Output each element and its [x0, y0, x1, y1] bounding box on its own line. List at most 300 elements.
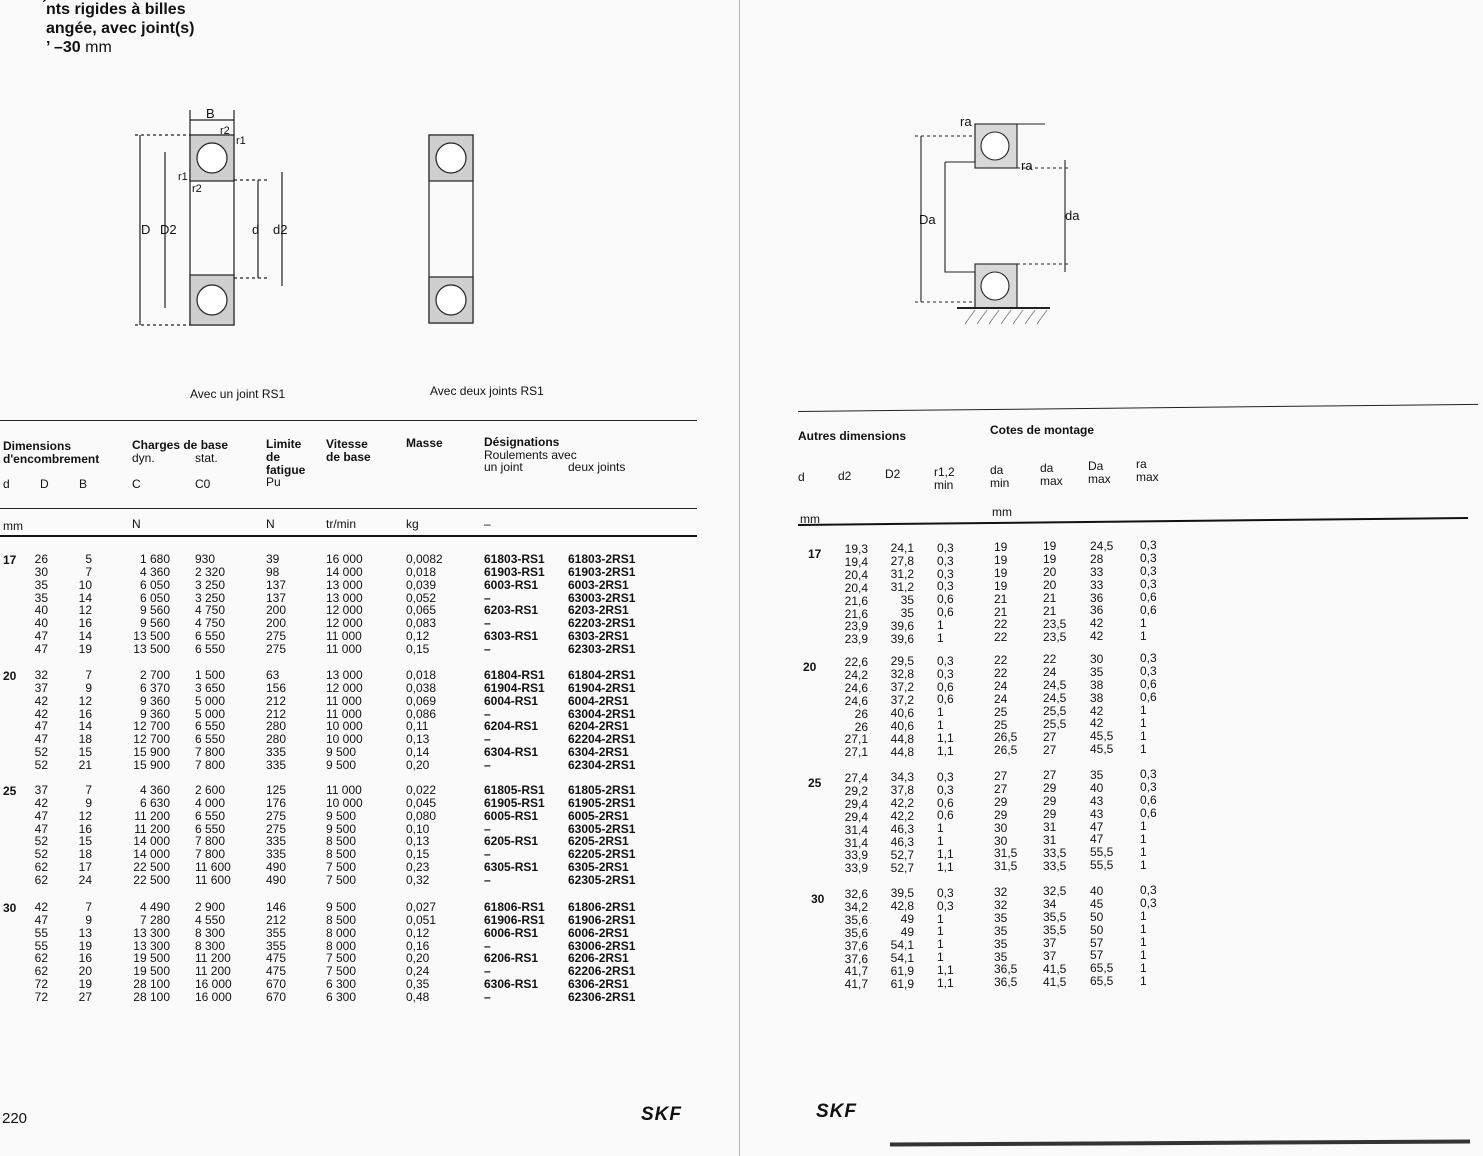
right-cell-da-min: 31,5: [994, 859, 1018, 874]
right-cell-Da-max: 57: [1090, 935, 1104, 950]
cell-Pu: 280: [266, 732, 287, 747]
right-cell-d2: 20,4: [844, 567, 868, 582]
hdr-r-d: d: [798, 470, 805, 484]
right-cell-Da-max: 28: [1090, 551, 1104, 566]
right-cell-da-max: 37: [1043, 936, 1057, 951]
cell-designation-un-joint: –: [484, 872, 491, 887]
cell-masse: 0,13: [406, 732, 430, 747]
right-cell-d2: 31,4: [844, 835, 868, 850]
cell-C0: 2 600: [195, 783, 226, 797]
cell-masse: 0,12: [406, 925, 430, 940]
cell-designation-un-joint: 6003-RS1: [484, 577, 539, 592]
right-cell-ra-max: 1: [1140, 934, 1147, 949]
right-cell-d2: 24,2: [844, 667, 868, 682]
cell-C0: 5 000: [195, 693, 226, 708]
cell-C: 28 100: [133, 977, 170, 992]
right-cell-Da-max: 40: [1090, 883, 1104, 898]
page-fold: [739, 0, 740, 1156]
label-ra-mid: ra: [1021, 158, 1033, 173]
cell-vitesse: 9 500: [326, 757, 357, 772]
right-cell-d2: 31,4: [844, 822, 868, 837]
label-da: da: [1065, 208, 1080, 223]
label-r2-mid: r2: [192, 183, 202, 195]
group-d-label: 25: [3, 784, 17, 798]
right-cell-da-min: 27: [994, 769, 1008, 784]
right-cell-D2: 24,1: [890, 541, 914, 556]
cell-designation-un-joint: 6205-RS1: [484, 834, 539, 849]
right-cell-d2: 33,9: [844, 861, 868, 876]
right-cell-da-min: 29: [994, 807, 1008, 822]
label-r1-mid: r1: [178, 171, 188, 183]
right-cell-ra-max: 1: [1140, 947, 1147, 962]
right-cell-d2: 21,6: [844, 606, 868, 621]
cell-D: 52: [34, 834, 48, 849]
right-cell-d2: 27,4: [844, 771, 868, 785]
right-cell-ra-max: 0,6: [1140, 690, 1157, 704]
cell-C0: 5 000: [195, 706, 226, 721]
caption-double-seal: Avec deux joints RS1: [430, 384, 544, 398]
right-cell-D2: 49: [900, 912, 914, 927]
right-cell-da-max: 24,5: [1043, 691, 1067, 706]
cell-masse: 0,15: [406, 641, 430, 656]
cell-C0: 6 550: [195, 629, 226, 644]
right-cell-Da-max: 40: [1090, 780, 1104, 795]
right-cell-r12-min: 1: [937, 834, 944, 849]
cell-designation-un-joint: –: [484, 757, 491, 772]
cell-C0: 7 800: [195, 834, 226, 849]
right-cell-d2: 37,6: [844, 951, 868, 966]
cell-C: 1 680: [139, 552, 170, 566]
right-cell-da-min: 21: [994, 604, 1008, 619]
title-line-3: [46, 38, 195, 57]
right-cell-D2: 42,8: [890, 899, 914, 914]
right-cell-ra-max: 1: [1140, 615, 1147, 630]
right-cell-r12-min: 1: [937, 631, 944, 646]
title-line-1: ́nts rigides à billes: [46, 1, 186, 18]
right-cell-r12-min: 0,3: [937, 566, 954, 581]
cell-C0: 7 800: [195, 847, 226, 862]
right-cell-d2: 19,4: [844, 554, 868, 569]
right-cell-da-min: 35: [994, 949, 1008, 964]
right-cell-ra-max: 0,6: [1140, 589, 1157, 604]
cell-D: 42: [34, 706, 48, 721]
cell-designation-deux-joints: 61805-2RS1: [568, 783, 636, 797]
left-table-units-rule: [0, 535, 697, 537]
cell-B: 7: [85, 783, 92, 797]
unit-dash: –: [484, 517, 491, 531]
cell-C0: 8 300: [195, 938, 226, 953]
cell-Pu: 275: [266, 629, 287, 644]
right-cell-D2: 46,3: [890, 822, 914, 837]
right-cell-r12-min: 1: [937, 821, 944, 836]
right-cell-da-max: 34: [1043, 897, 1057, 912]
cell-designation-deux-joints: 61904-2RS1: [568, 680, 636, 695]
right-cell-da-max: 22: [1043, 652, 1057, 667]
right-cell-D2: 37,2: [890, 680, 914, 695]
cell-B: 7: [85, 900, 92, 914]
cell-designation-un-joint: 6203-RS1: [484, 603, 539, 618]
cell-B: 20: [78, 964, 92, 979]
right-cell-Da-max: 50: [1090, 909, 1104, 924]
cell-C0: 4 750: [195, 603, 226, 618]
cell-designation-deux-joints: 62204-2RS1: [568, 732, 636, 747]
right-cell-r12-min: 0,3: [937, 898, 954, 913]
cell-B: 14: [78, 719, 92, 734]
bearing-drawing-double-seal: [425, 132, 485, 332]
cell-designation-un-joint: 6005-RS1: [484, 808, 539, 823]
right-cell-da-min: 19: [994, 552, 1008, 567]
group-d-label: 30: [3, 901, 17, 915]
cell-Pu: 98: [266, 564, 280, 579]
right-cell-Da-max: 55,5: [1090, 845, 1114, 860]
right-cell-da-min: 31,5: [994, 846, 1018, 861]
cell-C: 9 560: [139, 616, 170, 631]
cell-vitesse: 12 000: [326, 603, 363, 618]
cell-masse: 0,35: [406, 977, 430, 992]
cell-vitesse: 9 500: [326, 821, 357, 836]
cell-C0: 4 000: [195, 795, 226, 810]
right-cell-da-max: 20: [1043, 578, 1057, 593]
right-cell-D2: 54,1: [890, 938, 914, 953]
hdr-r-da-max: da max: [1040, 461, 1063, 488]
cell-vitesse: 14 000: [326, 564, 363, 579]
right-cell-da-min: 22: [994, 630, 1008, 645]
right-cell-Da-max: 43: [1090, 806, 1104, 821]
right-cell-Da-max: 42: [1090, 629, 1104, 644]
right-cell-ra-max: 0,3: [1140, 896, 1157, 911]
label-r2-top: r2: [220, 125, 230, 137]
cell-C: 4 360: [139, 564, 170, 579]
cell-masse: 0,051: [406, 912, 437, 927]
hdr-roulements: Roulements avec: [484, 448, 577, 462]
right-cell-da-max: 24,5: [1043, 678, 1067, 693]
cell-C0: 3 250: [195, 590, 226, 605]
cell-B: 19: [78, 938, 92, 953]
cell-masse: 0,14: [406, 745, 430, 760]
right-cell-ra-max: 0,3: [1140, 767, 1157, 782]
cell-designation-un-joint: –: [484, 616, 491, 631]
right-cell-D2: 49: [900, 925, 914, 940]
cell-B: 12: [78, 808, 92, 823]
cell-vitesse: 11 000: [326, 641, 362, 656]
right-cell-da-max: 23,5: [1043, 629, 1067, 644]
cell-masse: 0,039: [406, 577, 437, 592]
cell-C0: 7 800: [195, 757, 226, 772]
cell-B: 5: [85, 552, 92, 566]
cell-vitesse: 6 300: [326, 977, 357, 992]
cell-designation-deux-joints: 62304-2RS1: [568, 757, 636, 772]
cell-C: 4 490: [139, 900, 170, 914]
hdr-r-d2: d2: [838, 469, 852, 483]
scan-artifact: [890, 1139, 1470, 1146]
right-cell-ra-max: 0,6: [1140, 806, 1157, 820]
cell-vitesse: 11 000: [326, 706, 362, 721]
cell-B: 27: [78, 989, 92, 1004]
right-cell-ra-max: 1: [1140, 741, 1147, 756]
cell-vitesse: 12 000: [326, 680, 363, 695]
right-cell-d2: 29,4: [844, 809, 868, 824]
right-cell-r12-min: 0,3: [937, 666, 954, 681]
cell-D: 52: [34, 757, 48, 772]
cell-designation-deux-joints: 61906-2RS1: [568, 912, 636, 927]
right-cell-da-max: 32,5: [1043, 884, 1067, 899]
cell-C0: 930: [195, 552, 216, 566]
page-title: [46, 0, 195, 57]
cell-B: 17: [78, 860, 92, 875]
cell-Pu: 156: [266, 680, 287, 695]
right-cell-d2: 21,6: [844, 593, 868, 608]
cell-B: 14: [78, 590, 92, 605]
right-cell-r12-min: 0,3: [937, 540, 954, 555]
right-cell-D2: 40,6: [890, 706, 914, 721]
unit-trmin: tr/min: [326, 517, 356, 531]
cell-vitesse: 9 500: [326, 808, 357, 823]
right-group-d-label: 20: [803, 660, 817, 674]
cell-D: 55: [34, 925, 48, 940]
right-cell-d2: 27,1: [844, 732, 868, 747]
hdr-sym-C: C: [132, 477, 141, 491]
cell-C: 15 900: [133, 757, 170, 772]
right-cell-Da-max: 65,5: [1090, 961, 1114, 976]
cell-designation-deux-joints: 63005-2RS1: [568, 821, 636, 836]
right-cell-da-max: 27: [1043, 742, 1057, 757]
right-cell-ra-max: 0,3: [1140, 883, 1157, 898]
cell-B: 19: [78, 641, 92, 656]
cell-Pu: 63: [266, 668, 280, 682]
cell-C: 6 050: [139, 577, 170, 592]
right-cell-da-max: 19: [1043, 552, 1057, 567]
right-cell-da-max: 25,5: [1043, 704, 1067, 719]
label-r1-top: r1: [236, 135, 246, 147]
right-cell-da-max: 21: [1043, 591, 1057, 606]
cell-C: 6 630: [139, 795, 170, 810]
right-cell-ra-max: 1: [1140, 818, 1147, 833]
cell-C0: 6 550: [195, 719, 226, 734]
cell-designation-un-joint: 6006-RS1: [484, 925, 539, 940]
right-cell-da-min: 25: [994, 717, 1008, 732]
hdr-sym-d: d: [3, 477, 10, 491]
cell-Pu: 137: [266, 590, 287, 605]
cell-C0: 6 550: [195, 732, 226, 747]
label-Da: Da: [919, 212, 936, 227]
hdr-r-Da-max: Da max: [1088, 459, 1111, 486]
cell-designation-un-joint: 6206-RS1: [484, 951, 539, 966]
cell-C: 14 000: [133, 834, 170, 849]
cell-designation-deux-joints: 6305-2RS1: [568, 860, 629, 875]
cell-B: 12: [78, 693, 92, 708]
cell-D: 62: [34, 872, 48, 887]
right-cell-r12-min: 0,6: [937, 692, 954, 707]
cell-designation-deux-joints: 6003-2RS1: [568, 577, 629, 592]
right-cell-r12-min: 1,1: [937, 963, 954, 978]
cell-vitesse: 10 000: [326, 719, 363, 734]
cell-Pu: 670: [266, 989, 287, 1004]
cell-designation-deux-joints: 6204-2RS1: [568, 719, 629, 734]
cell-Pu: 275: [266, 808, 287, 823]
cell-designation-un-joint: –: [484, 732, 491, 747]
right-cell-d2: 41,7: [844, 977, 868, 992]
cell-masse: 0,32: [406, 872, 430, 887]
right-cell-da-min: 32: [994, 885, 1008, 900]
cell-designation-deux-joints: 6306-2RS1: [568, 977, 629, 992]
right-cell-d2: 27,1: [844, 745, 868, 760]
cell-masse: 0,12: [406, 629, 430, 644]
label-B: B: [206, 106, 215, 121]
right-cell-da-min: 19: [994, 578, 1008, 593]
cell-masse: 0,48: [406, 989, 430, 1004]
right-cell-D2: 61,9: [890, 976, 914, 991]
cell-designation-un-joint: 6303-RS1: [484, 629, 539, 644]
cell-D: 47: [34, 629, 48, 644]
right-cell-D2: 44,8: [890, 731, 914, 746]
hdr-sym-C0: C0: [195, 477, 211, 491]
left-table-top-rule: [0, 420, 697, 421]
cell-C: 6 050: [139, 590, 170, 605]
cell-D: 37: [34, 783, 48, 797]
cell-designation-deux-joints: 6206-2RS1: [568, 951, 629, 966]
right-cell-D2: 40,6: [890, 718, 914, 733]
cell-masse: 0,027: [406, 900, 437, 914]
cell-masse: 0,0082: [406, 552, 443, 566]
mounting-drawing: [905, 112, 1085, 332]
right-cell-da-min: 30: [994, 833, 1008, 848]
cell-D: 47: [34, 808, 48, 823]
cell-designation-deux-joints: 6205-2RS1: [568, 834, 629, 849]
cell-designation-un-joint: –: [484, 590, 491, 605]
cell-C0: 1 500: [195, 668, 226, 682]
cell-masse: 0,086: [406, 706, 437, 721]
right-cell-da-min: 26,5: [994, 730, 1018, 745]
right-cell-d2: 35,6: [844, 925, 868, 940]
cell-C0: 11 600: [195, 872, 231, 887]
cell-Pu: 355: [266, 925, 287, 940]
cell-B: 13: [78, 925, 92, 940]
right-cell-d2: 22,6: [844, 655, 868, 669]
cell-masse: 0,083: [406, 616, 437, 631]
right-cell-Da-max: 24,5: [1090, 538, 1114, 553]
right-cell-ra-max: 0,3: [1140, 651, 1157, 666]
right-cell-D2: 46,3: [890, 834, 914, 849]
right-cell-D2: 32,8: [890, 667, 914, 682]
cell-D: 35: [34, 590, 48, 605]
right-cell-r12-min: 1: [937, 911, 944, 926]
right-cell-da-max: 21: [1043, 603, 1057, 618]
cell-masse: 0,052: [406, 590, 437, 605]
cell-designation-un-joint: –: [484, 847, 491, 862]
right-cell-D2: 44,8: [890, 744, 914, 759]
right-group-d-label: 30: [811, 892, 825, 906]
cell-C0: 16 000: [195, 989, 232, 1004]
cell-designation-deux-joints: 63003-2RS1: [568, 590, 636, 605]
right-cell-r12-min: 1: [937, 705, 944, 720]
cell-masse: 0,15: [406, 847, 430, 862]
hdr-designations: Désignations: [484, 435, 560, 449]
cell-vitesse: 8 500: [326, 912, 357, 927]
hdr-autres-dimensions: Autres dimensions: [798, 429, 907, 443]
cell-masse: 0,069: [406, 693, 437, 708]
cell-Pu: 475: [266, 964, 287, 979]
left-table-header-rule: [0, 508, 697, 509]
cell-Pu: 212: [266, 693, 287, 708]
title-line-3-unit: mm: [80, 39, 112, 56]
unit-kg: kg: [406, 517, 419, 531]
right-cell-da-max: 27: [1043, 768, 1057, 783]
cell-C0: 11 200: [195, 964, 231, 979]
right-cell-r12-min: 0,3: [937, 653, 954, 668]
cell-B: 12: [78, 603, 92, 618]
hdr-charges: Charges de base: [132, 438, 229, 452]
cell-masse: 0,23: [406, 860, 430, 875]
cell-C: 19 500: [133, 951, 170, 966]
cell-Pu: 490: [266, 872, 287, 887]
title-line-3-prefix: ’ –: [46, 39, 63, 56]
right-cell-ra-max: 1: [1140, 857, 1147, 872]
right-cell-ra-max: 0,3: [1140, 780, 1157, 795]
right-cell-Da-max: 45,5: [1090, 729, 1114, 744]
right-cell-d2: 24,6: [844, 693, 868, 708]
right-cell-da-max: 20: [1043, 565, 1057, 580]
right-cell-r12-min: 0,6: [937, 795, 954, 810]
label-D2: D2: [160, 222, 177, 237]
cell-vitesse: 8 000: [326, 925, 357, 940]
cell-D: 52: [34, 847, 48, 862]
cell-C: 13 300: [133, 938, 170, 953]
right-cell-Da-max: 42: [1090, 716, 1104, 731]
cell-vitesse: 16 000: [326, 552, 363, 566]
right-cell-ra-max: 1: [1140, 973, 1147, 988]
cell-masse: 0,13: [406, 834, 430, 849]
cell-C: 12 700: [133, 732, 170, 747]
cell-D: 55: [34, 938, 48, 953]
cell-B: 24: [78, 872, 92, 887]
cell-D: 30: [34, 564, 48, 579]
right-cell-r12-min: 1,1: [937, 744, 954, 759]
cell-D: 47: [34, 732, 48, 747]
right-cell-d2: 29,2: [844, 783, 868, 798]
right-cell-da-max: 29: [1043, 807, 1057, 822]
right-cell-da-min: 22: [994, 617, 1008, 632]
hdr-un-joint: un joint: [484, 460, 523, 474]
cell-B: 9: [85, 680, 92, 695]
right-cell-r12-min: 0,3: [937, 885, 954, 900]
cell-Pu: 335: [266, 834, 287, 849]
right-cell-Da-max: 65,5: [1090, 974, 1114, 989]
right-cell-D2: 42,2: [890, 809, 914, 824]
hdr-r-ra-max: ra max: [1136, 457, 1159, 484]
right-cell-r12-min: 0,3: [937, 579, 954, 594]
right-cell-d2: 37,6: [844, 938, 868, 953]
right-cell-ra-max: 1: [1140, 628, 1147, 643]
right-cell-da-min: 36,5: [994, 962, 1018, 977]
cell-B: 14: [78, 629, 92, 644]
right-cell-D2: 39,6: [890, 631, 914, 646]
unit-mm: mm: [3, 519, 23, 533]
right-cell-Da-max: 50: [1090, 922, 1104, 937]
cell-C: 13 300: [133, 925, 170, 940]
right-cell-r12-min: 0,6: [937, 808, 954, 823]
right-cell-ra-max: 0,3: [1140, 564, 1157, 579]
cell-D: 42: [34, 900, 48, 914]
label-D: D: [141, 222, 151, 237]
cell-C0: 4 750: [195, 616, 226, 631]
cell-C0: 6 550: [195, 641, 226, 656]
group-d-label: 17: [3, 553, 17, 567]
cell-masse: 0,018: [406, 564, 437, 579]
cell-designation-un-joint: –: [484, 706, 491, 721]
cell-C0: 11 200: [195, 951, 231, 966]
cell-vitesse: 9 500: [326, 745, 357, 760]
right-cell-da-max: 41,5: [1043, 974, 1067, 989]
